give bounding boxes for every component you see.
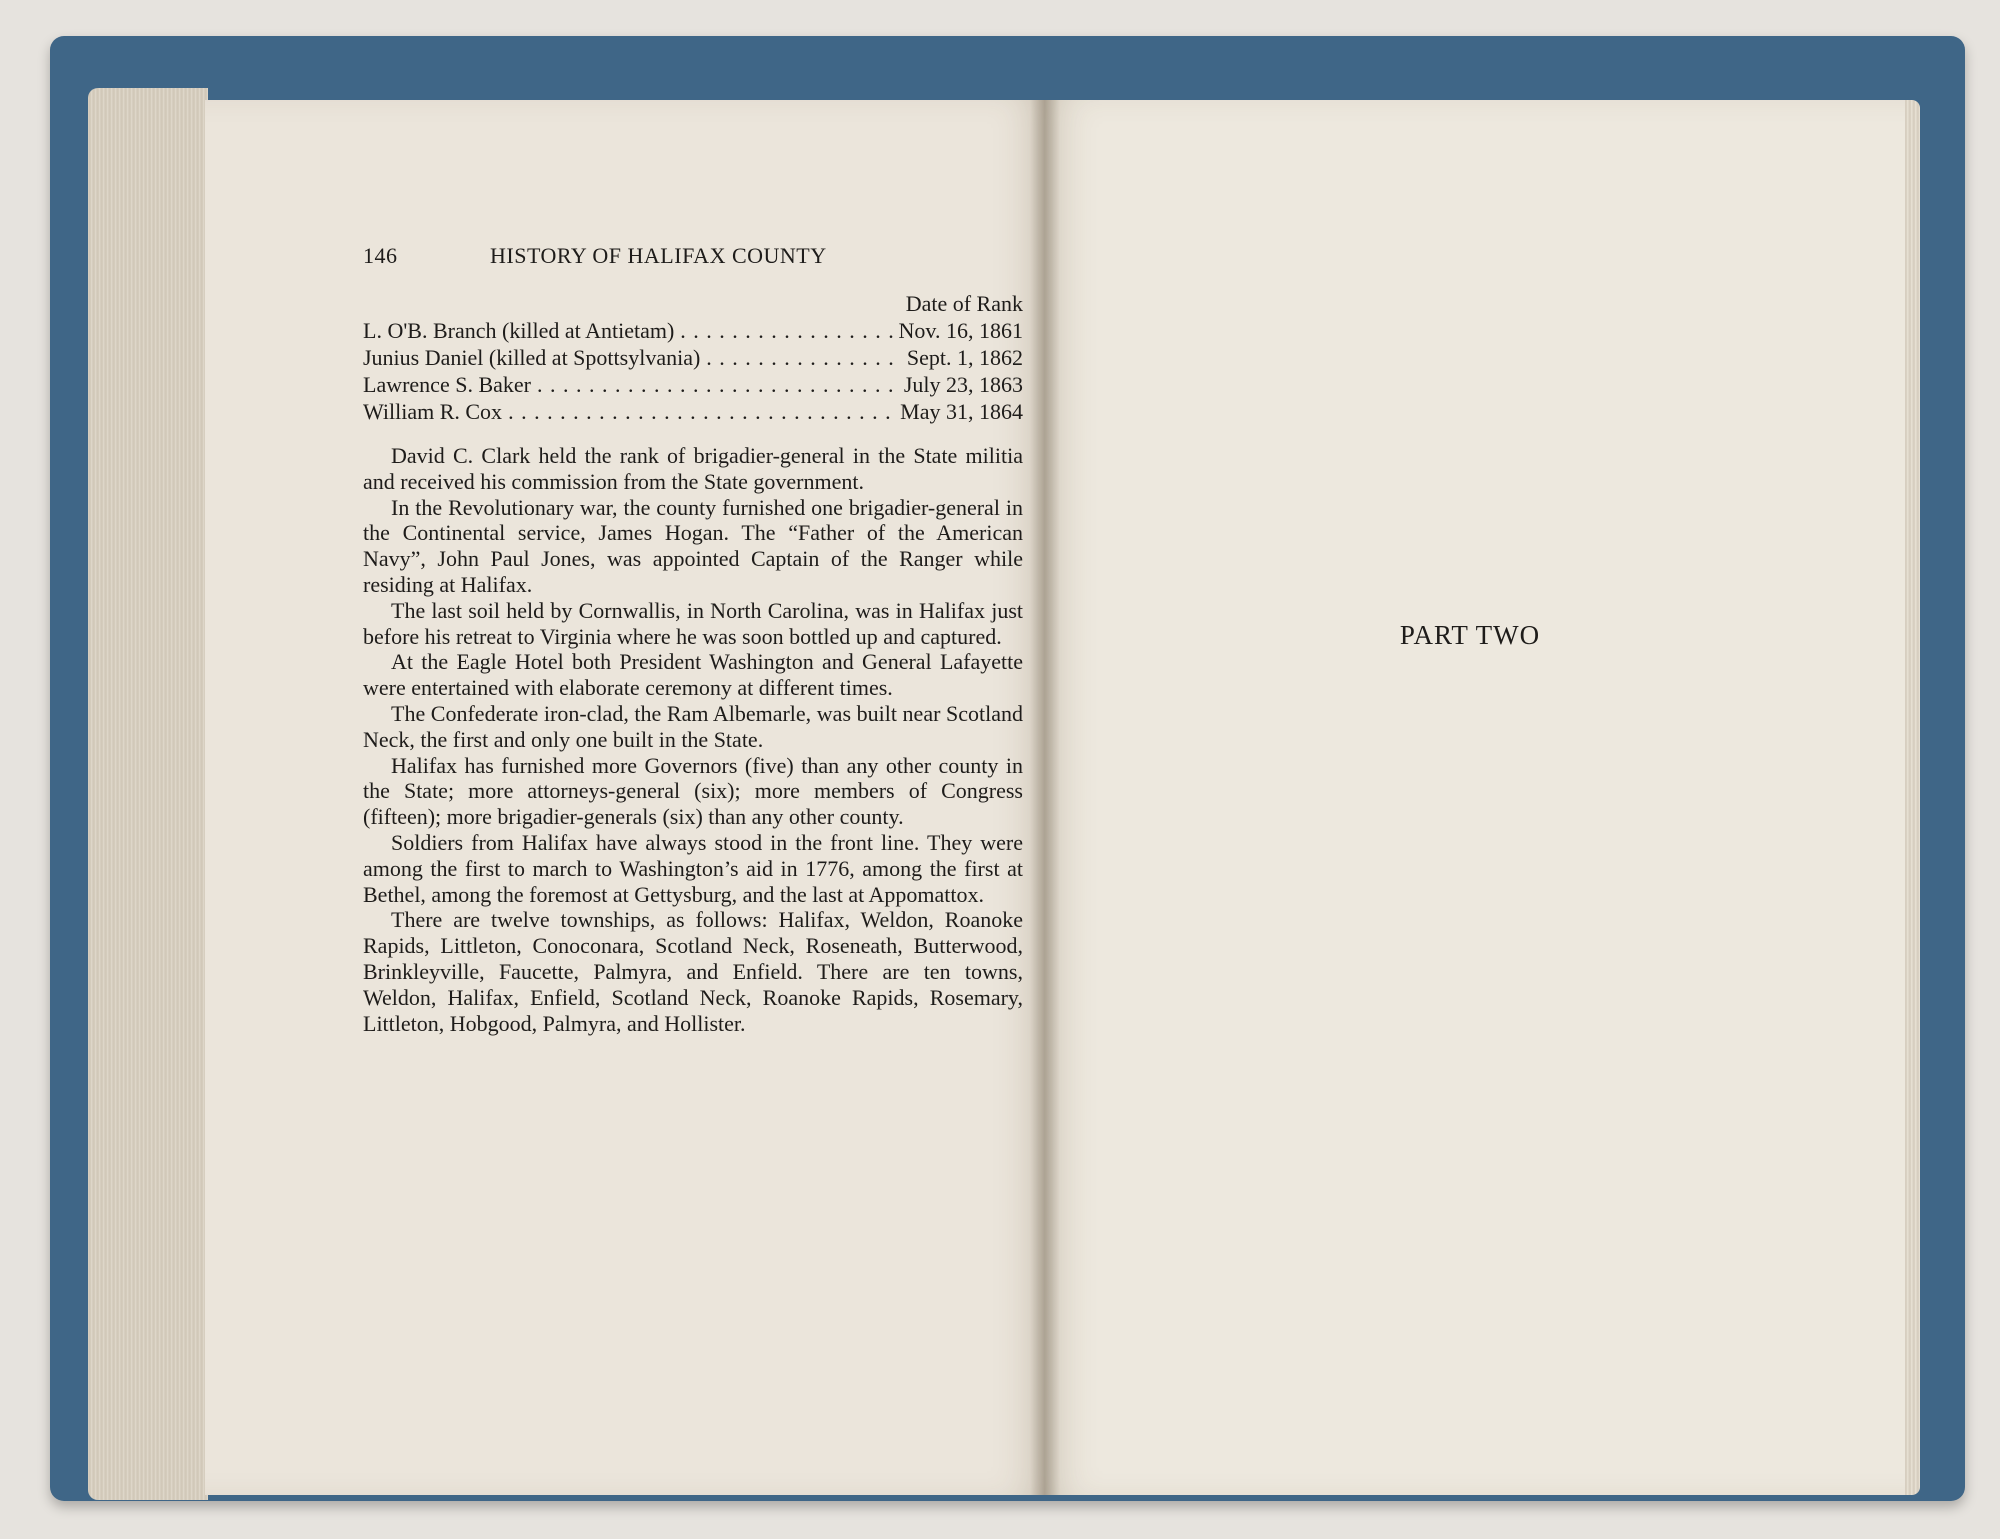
- rank-row: [363, 371, 1023, 398]
- paragraph: In the Revolutionary war, the county furnished one brigadier-general in the Continental service, James Hogan. The “Father of the American Navy”, John Paul Jones, was appointed Captain of the Ranger while residing at Halifax.: [363, 494, 1023, 597]
- rank-row: [363, 317, 1023, 344]
- leader-dots: [680, 317, 892, 344]
- paragraph: The Confederate iron-clad, the Ram Albemarle, was built near Scotland Neck, the first and only one built in the State.: [363, 700, 1023, 752]
- rank-name: William R. Cox: [363, 399, 503, 424]
- book-gutter: [1030, 100, 1060, 1495]
- right-page: [1045, 100, 1905, 1495]
- part-title: PART TWO: [1399, 620, 1541, 650]
- paragraph: Halifax has furnished more Governors (five) than any other county in the State; more attorneys-general (six); more members of Congress (fifteen); more brigadier-generals (six) than any other county.: [363, 752, 1023, 830]
- leader-dots: [537, 371, 898, 398]
- rank-table-header: Date of Rank: [905, 291, 1023, 316]
- rank-name: Junius Daniel (killed at Spottsylvania): [363, 345, 701, 370]
- page-edges-left: [88, 88, 208, 1500]
- paragraph: David C. Clark held the rank of brigadier-general in the State militia and received his commission from the State government.: [363, 443, 1023, 494]
- rank-name: Lawrence S. Baker: [363, 372, 531, 397]
- leader-dots: [706, 344, 901, 371]
- running-head-title: HISTORY OF HALIFAX COUNTY: [490, 243, 827, 268]
- leader-dots: [508, 398, 894, 425]
- paragraph: At the Eagle Hotel both President Washington and General Lafayette were entertained with elaborate ceremony at different times.: [363, 649, 1023, 701]
- paragraph: The last soil held by Cornwallis, in North Carolina, was in Halifax just before his retreat to Virginia where he was soon bottled up and captured.: [363, 597, 1023, 649]
- paragraph: Soldiers from Halifax have always stood in the front line. They were among the first to march to Washington’s aid in 1776, among the first at Bethel, among the foremost at Gettysburg, and the last at Appomattox.: [363, 829, 1023, 907]
- rank-date: Sept. 1, 1862: [906, 345, 1023, 370]
- rank-table: [363, 290, 1023, 425]
- paragraph: There are twelve townships, as follows: Halifax, Weldon, Roanoke Rapids, Littleton, Conoconara, Scotland Neck, Roseneath, Butterwood, Brinkleyville, Faucette, Palmyra, and Enfield. There are ten towns, Weldon, Halifax, Enfield, Scotland Neck, Roanoke Rapids, Rosemary, Littleton, Hobgood, Palmyra, and Hollister.: [363, 907, 1023, 1036]
- body-text: [363, 443, 1023, 1036]
- rank-date: July 23, 1863: [903, 372, 1023, 397]
- rank-date: May 31, 1864: [900, 399, 1023, 424]
- rank-row: [363, 344, 1023, 371]
- rank-date: Nov. 16, 1861: [898, 318, 1023, 343]
- rank-name: L. O'B. Branch (killed at Antietam): [363, 318, 675, 343]
- rank-row: [363, 398, 1023, 425]
- page-number: 146: [363, 243, 398, 268]
